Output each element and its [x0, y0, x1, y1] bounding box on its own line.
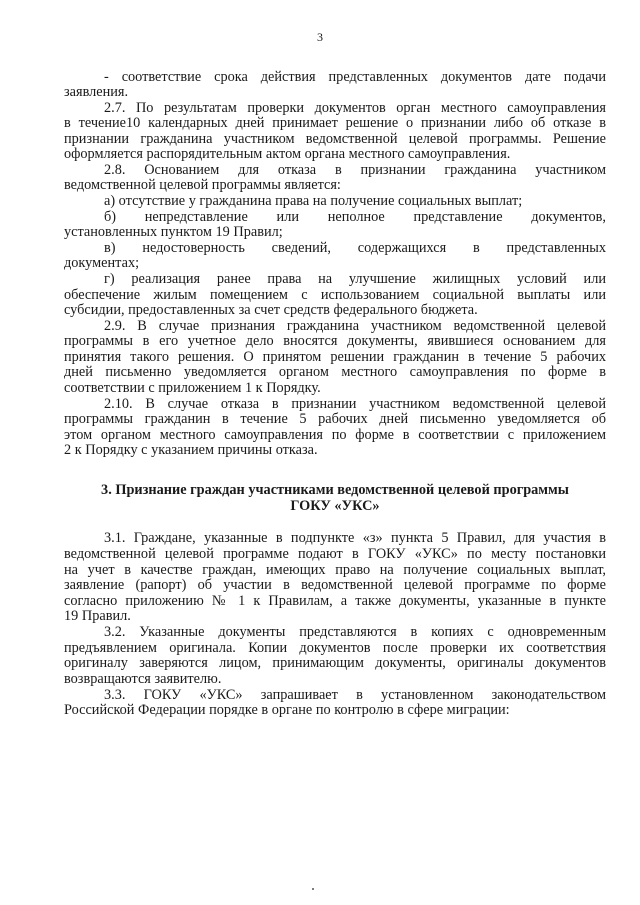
text-line: заявления.	[64, 84, 129, 100]
text-line: заявление (рапорт) об участии в ведомственной целевой программе по форме	[64, 577, 606, 593]
text-line: установленных пунктом 19 Правил;	[64, 224, 283, 240]
text-line: ведомственной целевой программе подают в ГОКУ «УКС» по месту постановки	[64, 546, 606, 562]
text-line: признании гражданина участником ведомственной целевой программы. Решение	[64, 131, 606, 147]
text-line: 2.10. В случае отказа в признании участником ведомственной целевой	[104, 396, 606, 412]
text-line: г) реализация ранее права на улучшение жилищных условий или	[104, 271, 606, 287]
text-line: программы гражданин в течение 5 рабочих дней письменно уведомляется об	[64, 411, 606, 427]
text-line: документах;	[64, 255, 140, 271]
text-line: - соответствие срока действия представленных документов дате подачи	[104, 69, 606, 85]
text-line: предъявлением оригинала. Копии документов после проверки их соответствия	[64, 640, 606, 656]
text-line: дней письменно уведомляется органом местного самоуправления по форме в	[64, 364, 606, 380]
text-line: оригиналу заверяются лицом, принимающим документы, оригиналы документов	[64, 655, 606, 671]
text-line: 2.7. По результатам проверки документов орган местного самоуправления	[104, 100, 606, 116]
text-line: 2.8. Основанием для отказа в признании гражданина участником	[104, 162, 606, 178]
text-line: обеспечение жилым помещением с использованием социальной выплаты или	[64, 287, 606, 303]
text-line: 3.1. Граждане, указанные в подпункте «з» пункта 5 Правил, для участия в	[104, 530, 606, 546]
text-line: программы в его учетное дело вносятся документы, явившиеся основанием для	[64, 333, 606, 349]
text-line: б) непредставление или неполное представление документов,	[104, 209, 606, 225]
text-line: в) недостоверность сведений, содержащихся в представленных	[104, 240, 606, 256]
text-line: субсидии, предоставленных за счет средств федерального бюджета.	[64, 302, 478, 318]
text-line: принятия такого решения. О принятом решении гражданин в течение 5 рабочих	[64, 349, 606, 365]
text-line: 19 Правил.	[64, 608, 131, 624]
text-line: в течение10 календарных дней принимает решение о признании либо об отказе в	[64, 115, 606, 131]
text-line: 2.9. В случае признания гражданина участником ведомственной целевой	[104, 318, 606, 334]
text-line: Российской Федерации порядке в органе по контролю в сфере миграции:	[64, 702, 510, 718]
text-line: 3.3. ГОКУ «УКС» запрашивает в установленном законодательством	[104, 687, 606, 703]
text-line: оформляется распорядительным актом органа местного самоуправления.	[64, 146, 511, 162]
text-line: возвращаются заявителю.	[64, 671, 222, 687]
text-line: ведомственной целевой программы является:	[64, 177, 341, 193]
text-line: этом органом местного самоуправления по форме в соответствии с приложением	[64, 427, 606, 443]
section-heading-line1: 3. Признание граждан участниками ведомственной целевой программы	[101, 482, 569, 498]
text-line: 2 к Порядку с указанием причины отказа.	[64, 442, 318, 458]
text-line: на учет в качестве граждан, имеющих право на получение социальных выплат,	[64, 562, 606, 578]
text-line: соответствии с приложением 1 к Порядку.	[64, 380, 321, 396]
page-number: 3	[317, 30, 323, 44]
text-line: 3.2. Указанные документы представляются в копиях с одновременным	[104, 624, 606, 640]
text-line: а) отсутствие у гражданина права на получение социальных выплат;	[104, 193, 523, 209]
scan-speck	[312, 888, 314, 890]
section-heading-line2: ГОКУ «УКС»	[290, 498, 380, 514]
text-line: согласно приложению № 1 к Правилам, а также документы, указанные в пункте	[64, 593, 606, 609]
